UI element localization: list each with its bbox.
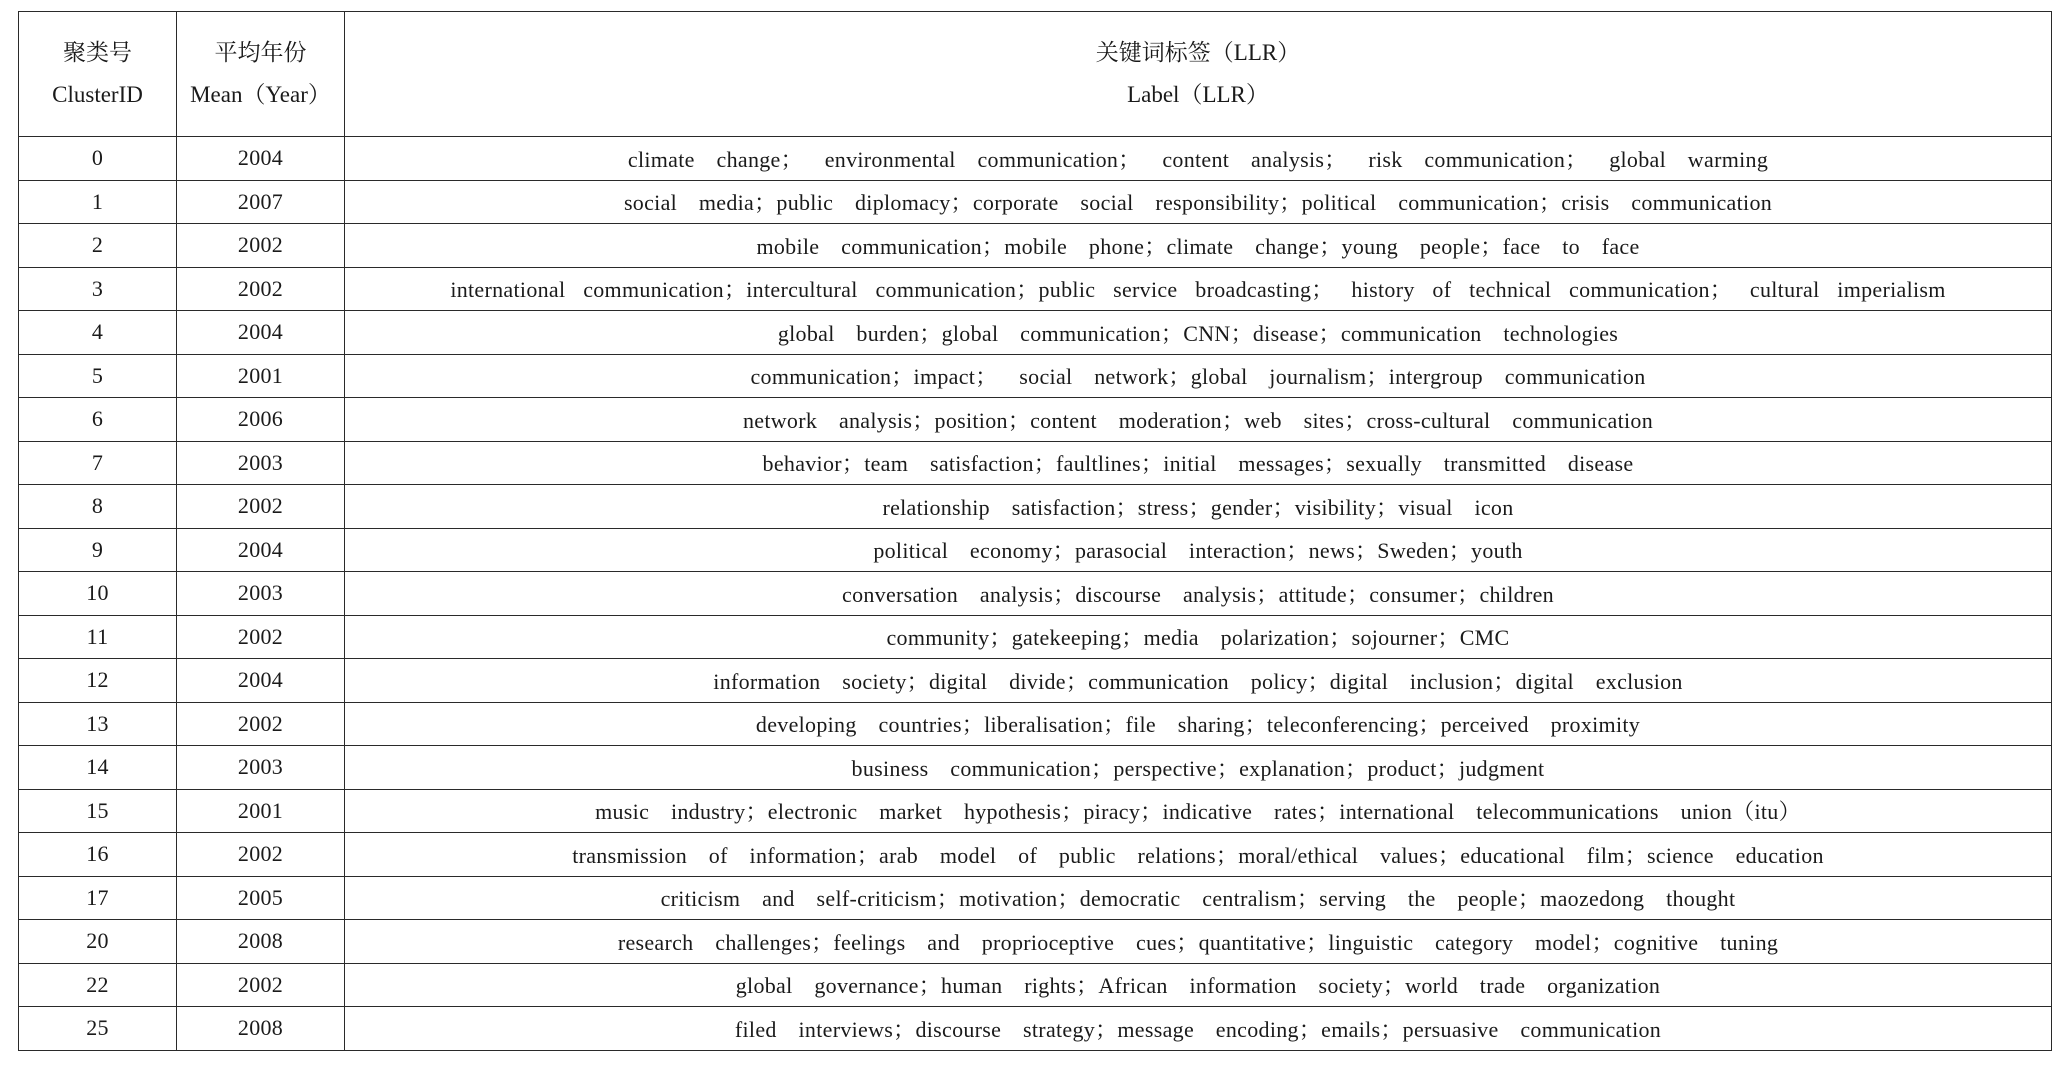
cell-label: political economy；parasocial interaction；news；Sweden；youth xyxy=(345,528,2052,572)
table-row xyxy=(19,615,2052,659)
table-row xyxy=(19,876,2052,920)
cell-mean-year: 2004 xyxy=(177,137,345,181)
cell-mean-year: 2002 xyxy=(177,267,345,311)
cell-mean-year: 2002 xyxy=(177,963,345,1007)
cell-mean-year: 2002 xyxy=(177,702,345,746)
table-row xyxy=(19,746,2052,790)
cell-mean-year: 2005 xyxy=(177,876,345,920)
cell-mean-year: 2002 xyxy=(177,833,345,877)
table-row xyxy=(19,702,2052,746)
cell-cluster-id: 22 xyxy=(19,963,177,1007)
cell-mean-year: 2004 xyxy=(177,311,345,355)
table-row xyxy=(19,398,2052,442)
table-row xyxy=(19,311,2052,355)
cell-mean-year: 2003 xyxy=(177,572,345,616)
cell-label: global burden；global communication；CNN；disease；communication technologies xyxy=(345,311,2052,355)
table-row xyxy=(19,441,2052,485)
cell-cluster-id: 20 xyxy=(19,920,177,964)
cell-mean-year: 2007 xyxy=(177,180,345,224)
cluster-table xyxy=(18,11,2052,1051)
cell-label: relationship satisfaction；stress；gender；visibility；visual icon xyxy=(345,485,2052,529)
cell-cluster-id: 17 xyxy=(19,876,177,920)
header-mean-year-zh: 平均年份 xyxy=(214,40,307,65)
header-cluster-id-en: ClusterID xyxy=(52,82,143,107)
cell-label: information society；digital divide；communication policy；digital inclusion；digital exclusion xyxy=(345,659,2052,703)
cell-cluster-id: 14 xyxy=(19,746,177,790)
cell-mean-year: 2002 xyxy=(177,485,345,529)
cell-cluster-id: 15 xyxy=(19,789,177,833)
cell-label: climate change； environmental communication； content analysis； risk communication； global warming xyxy=(345,137,2052,181)
cell-mean-year: 2003 xyxy=(177,746,345,790)
cell-label: transmission of information；arab model of public relations；moral/ethical values；educational film；science education xyxy=(345,833,2052,877)
cell-mean-year: 2001 xyxy=(177,789,345,833)
table-row xyxy=(19,1007,2052,1051)
cell-cluster-id: 5 xyxy=(19,354,177,398)
table-row xyxy=(19,789,2052,833)
cell-label: social media；public diplomacy；corporate social responsibility；political communication；crisis communication xyxy=(345,180,2052,224)
cell-mean-year: 2004 xyxy=(177,659,345,703)
cell-label: developing countries；liberalisation；file sharing；teleconferencing；perceived proximity xyxy=(345,702,2052,746)
table-row xyxy=(19,920,2052,964)
cell-label: business communication；perspective；explanation；product；judgment xyxy=(345,746,2052,790)
cell-cluster-id: 4 xyxy=(19,311,177,355)
table-row xyxy=(19,267,2052,311)
table-row xyxy=(19,354,2052,398)
table-row xyxy=(19,963,2052,1007)
cell-cluster-id: 10 xyxy=(19,572,177,616)
cell-cluster-id: 0 xyxy=(19,137,177,181)
cell-cluster-id: 25 xyxy=(19,1007,177,1051)
cell-mean-year: 2002 xyxy=(177,615,345,659)
header-cluster-id-zh: 聚类号 xyxy=(63,40,132,65)
table-row xyxy=(19,180,2052,224)
cell-mean-year: 2008 xyxy=(177,1007,345,1051)
cell-cluster-id: 6 xyxy=(19,398,177,442)
cell-label: criticism and self-criticism；motivation；democratic centralism；serving the people；maozedong thought xyxy=(345,876,2052,920)
cell-cluster-id: 13 xyxy=(19,702,177,746)
cell-label: community；gatekeeping；media polarization；sojourner；CMC xyxy=(345,615,2052,659)
cell-label: international communication；intercultural communication；public service broadcasting； history of technical communication； cultural imperialism xyxy=(345,267,2052,311)
header-label-llr xyxy=(345,12,2052,137)
cluster-table-container xyxy=(18,11,2052,1051)
table-row xyxy=(19,137,2052,181)
header-mean-year-en: Mean（Year） xyxy=(190,82,331,107)
table-row xyxy=(19,528,2052,572)
cell-cluster-id: 16 xyxy=(19,833,177,877)
cell-cluster-id: 3 xyxy=(19,267,177,311)
cell-label: behavior；team satisfaction；faultlines；initial messages；sexually transmitted disease xyxy=(345,441,2052,485)
cell-mean-year: 2002 xyxy=(177,224,345,268)
header-cluster-id xyxy=(19,12,177,137)
cell-mean-year: 2003 xyxy=(177,441,345,485)
cell-mean-year: 2008 xyxy=(177,920,345,964)
header-mean-year xyxy=(177,12,345,137)
cell-label: filed interviews；discourse strategy；message encoding；emails；persuasive communication xyxy=(345,1007,2052,1051)
cell-mean-year: 2001 xyxy=(177,354,345,398)
cell-mean-year: 2004 xyxy=(177,528,345,572)
cell-cluster-id: 8 xyxy=(19,485,177,529)
header-label-llr-en: Label（LLR） xyxy=(1127,82,1269,107)
cell-cluster-id: 7 xyxy=(19,441,177,485)
cell-cluster-id: 9 xyxy=(19,528,177,572)
cell-label: communication；impact； social network；global journalism；intergroup communication xyxy=(345,354,2052,398)
cell-cluster-id: 12 xyxy=(19,659,177,703)
cell-label: conversation analysis；discourse analysis；attitude；consumer；children xyxy=(345,572,2052,616)
table-row xyxy=(19,224,2052,268)
cell-label: music industry；electronic market hypothesis；piracy；indicative rates；international telecommunications union（itu） xyxy=(345,789,2052,833)
table-row xyxy=(19,572,2052,616)
table-row xyxy=(19,833,2052,877)
cell-label: research challenges；feelings and proprioceptive cues；quantitative；linguistic category model；cognitive tuning xyxy=(345,920,2052,964)
cell-cluster-id: 1 xyxy=(19,180,177,224)
cell-label: mobile communication；mobile phone；climate change；young people；face to face xyxy=(345,224,2052,268)
table-header-row xyxy=(19,12,2052,137)
cell-label: network analysis；position；content moderation；web sites；cross-cultural communication xyxy=(345,398,2052,442)
cell-cluster-id: 2 xyxy=(19,224,177,268)
cell-label: global governance；human rights；African information society；world trade organization xyxy=(345,963,2052,1007)
table-row xyxy=(19,659,2052,703)
header-label-llr-zh: 关键词标签（LLR） xyxy=(1095,40,1301,65)
cell-mean-year: 2006 xyxy=(177,398,345,442)
table-row xyxy=(19,485,2052,529)
cell-cluster-id: 11 xyxy=(19,615,177,659)
